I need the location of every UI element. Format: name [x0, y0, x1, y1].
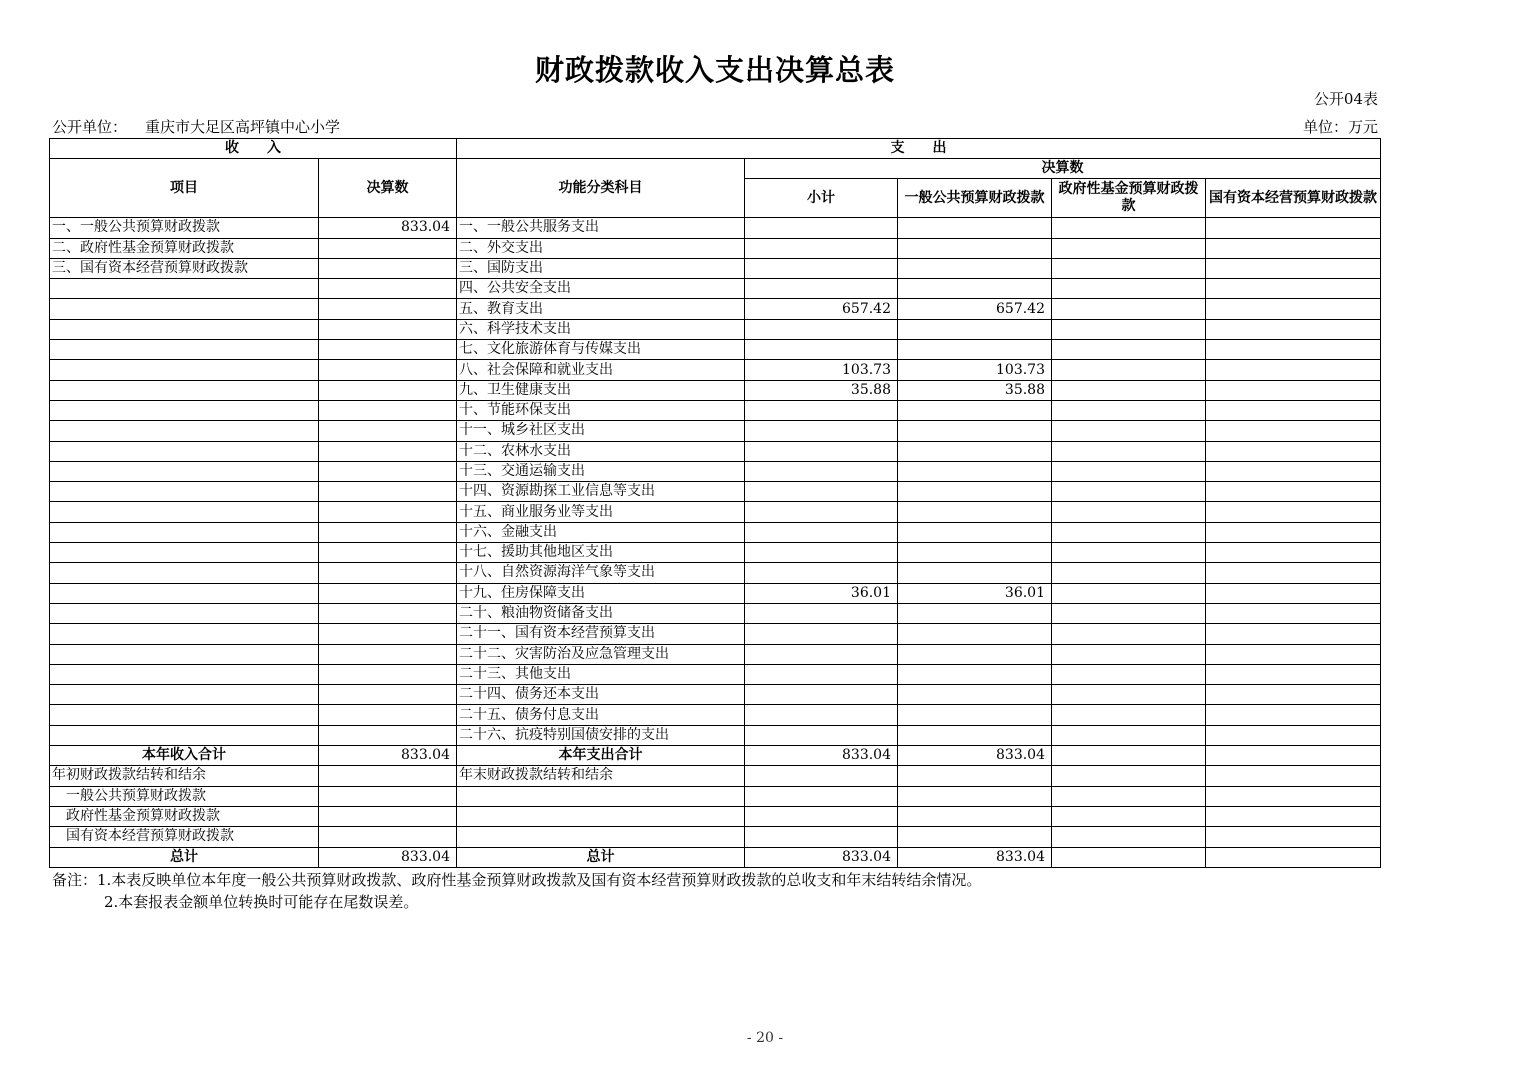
income-item-cell: 一般公共预算财政拨款: [50, 786, 319, 806]
general-budget-cell: [898, 563, 1052, 583]
expense-item-cell: 十四、资源勘探工业信息等支出: [457, 482, 745, 502]
table-row: [50, 279, 1381, 299]
subtotal-cell: [745, 319, 898, 339]
gov-fund-cell: [1052, 603, 1206, 623]
income-amount-cell: 833.04: [319, 218, 457, 238]
state-capital-cell: [1206, 461, 1381, 481]
expense-item-cell: 七、文化旅游体育与传媒支出: [457, 340, 745, 360]
table-row: [50, 482, 1381, 502]
carryover-row: [50, 766, 1381, 786]
income-item-cell: [50, 522, 319, 542]
general-budget-cell: [898, 664, 1052, 684]
table-row: [50, 624, 1381, 644]
income-item-cell: [50, 583, 319, 603]
subtotal-cell: [745, 482, 898, 502]
income-item-cell: [50, 624, 319, 644]
subtotal-cell: 833.04: [745, 746, 898, 766]
state-capital-cell: [1206, 786, 1381, 806]
general-budget-cell: [898, 421, 1052, 441]
expense-item-cell: 二十五、债务付息支出: [457, 705, 745, 725]
state-capital-header: 国有资本经营预算财政拨款: [1206, 179, 1381, 218]
income-amount-cell: [319, 766, 457, 786]
gov-fund-cell: [1052, 502, 1206, 522]
state-capital-cell: [1206, 725, 1381, 745]
gov-fund-cell: [1052, 441, 1206, 461]
income-amount-cell: [319, 644, 457, 664]
income-amount-cell: [319, 522, 457, 542]
income-amount-cell: [319, 827, 457, 847]
income-item-cell: [50, 664, 319, 684]
income-amount-cell: [319, 258, 457, 278]
general-budget-cell: [898, 461, 1052, 481]
state-capital-cell: [1206, 319, 1381, 339]
gov-fund-cell: [1052, 299, 1206, 319]
state-capital-cell: [1206, 380, 1381, 400]
subtotal-cell: [745, 806, 898, 826]
table-row: [50, 603, 1381, 623]
org-name: 重庆市大足区高坪镇中心小学: [145, 118, 341, 136]
table-row: [50, 319, 1381, 339]
gov-fund-cell: [1052, 847, 1206, 867]
subtotal-cell: 657.42: [745, 299, 898, 319]
income-item-cell: 一、一般公共预算财政拨款: [50, 218, 319, 238]
table-row: [50, 563, 1381, 583]
general-budget-cell: [898, 624, 1052, 644]
income-item-cell: [50, 400, 319, 420]
subtotal-cell: 36.01: [745, 583, 898, 603]
carryover-row: [50, 827, 1381, 847]
table-row: [50, 340, 1381, 360]
subtotal-cell: 35.88: [745, 380, 898, 400]
table-row: [50, 522, 1381, 542]
general-budget-cell: 833.04: [898, 847, 1052, 867]
state-capital-cell: [1206, 421, 1381, 441]
state-capital-cell: [1206, 563, 1381, 583]
gov-fund-cell: [1052, 279, 1206, 299]
subtotal-cell: [745, 725, 898, 745]
income-amount-cell: [319, 319, 457, 339]
gov-fund-header: 政府性基金预算财政拨款: [1052, 179, 1206, 218]
table-row: [50, 543, 1381, 563]
general-budget-cell: [898, 603, 1052, 623]
state-capital-cell: [1206, 806, 1381, 826]
table-row: [50, 502, 1381, 522]
subtotal-header: 小计: [745, 179, 898, 218]
general-budget-cell: [898, 400, 1052, 420]
income-item-cell: [50, 644, 319, 664]
state-capital-cell: [1206, 441, 1381, 461]
income-amount-cell: 833.04: [319, 746, 457, 766]
income-amount-cell: [319, 583, 457, 603]
note-2: 2.本套报表金额单位转换时可能存在尾数误差。: [104, 893, 419, 911]
expense-item-cell: 十五、商业服务业等支出: [457, 502, 745, 522]
income-amount-cell: [319, 725, 457, 745]
gov-fund-cell: [1052, 238, 1206, 258]
general-budget-cell: 36.01: [898, 583, 1052, 603]
gov-fund-cell: [1052, 705, 1206, 725]
expense-item-cell: 二、外交支出: [457, 238, 745, 258]
expense-item-cell: 十八、自然资源海洋气象等支出: [457, 563, 745, 583]
income-amount-cell: [319, 238, 457, 258]
expense-header: 支 出: [457, 139, 1381, 159]
general-budget-cell: [898, 705, 1052, 725]
expense-item-cell: 十七、援助其他地区支出: [457, 543, 745, 563]
income-item-cell: 本年收入合计: [50, 746, 319, 766]
gov-fund-cell: [1052, 685, 1206, 705]
state-capital-cell: [1206, 847, 1381, 867]
income-item-cell: [50, 421, 319, 441]
notes: [52, 869, 981, 913]
gov-fund-cell: [1052, 421, 1206, 441]
note-1: 备注：1.本表反映单位本年度一般公共预算财政拨款、政府性基金预算财政拨款及国有资本经营预算财政拨款的总收支和年末结转结余情况。: [52, 871, 982, 889]
general-budget-cell: [898, 441, 1052, 461]
income-item-cell: 三、国有资本经营预算财政拨款: [50, 258, 319, 278]
income-amount-cell: [319, 543, 457, 563]
subtotal-cell: [745, 624, 898, 644]
table-row: [50, 238, 1381, 258]
income-item-cell: [50, 299, 319, 319]
income-item-cell: [50, 705, 319, 725]
state-capital-cell: [1206, 279, 1381, 299]
table-row: [50, 441, 1381, 461]
table-row: [50, 685, 1381, 705]
general-budget-cell: [898, 543, 1052, 563]
table-row: [50, 664, 1381, 684]
gov-fund-cell: [1052, 258, 1206, 278]
gov-fund-cell: [1052, 340, 1206, 360]
general-budget-cell: [898, 238, 1052, 258]
income-amount-cell: [319, 603, 457, 623]
state-capital-cell: [1206, 400, 1381, 420]
income-amount-cell: [319, 279, 457, 299]
income-amount-cell: [319, 786, 457, 806]
income-item-cell: [50, 340, 319, 360]
gov-fund-cell: [1052, 827, 1206, 847]
gov-fund-cell: [1052, 725, 1206, 745]
income-item-cell: [50, 461, 319, 481]
function-subject-header: 功能分类科目: [457, 159, 745, 218]
income-item-cell: 二、政府性基金预算财政拨款: [50, 238, 319, 258]
state-capital-cell: [1206, 218, 1381, 238]
income-amount-cell: [319, 461, 457, 481]
subtotal-cell: [745, 502, 898, 522]
general-budget-cell: [898, 685, 1052, 705]
state-capital-cell: [1206, 258, 1381, 278]
income-item-cell: [50, 725, 319, 745]
state-capital-cell: [1206, 746, 1381, 766]
expense-item-cell: 二十二、灾害防治及应急管理支出: [457, 644, 745, 664]
table-row: [50, 258, 1381, 278]
general-budget-cell: [898, 319, 1052, 339]
income-item-cell: 年初财政拨款结转和结余: [50, 766, 319, 786]
expense-item-cell: [457, 806, 745, 826]
income-item-cell: [50, 441, 319, 461]
expense-item-cell: 十、节能环保支出: [457, 400, 745, 420]
income-amount-cell: [319, 664, 457, 684]
table-row: [50, 725, 1381, 745]
general-budget-cell: [898, 827, 1052, 847]
subtotal-cell: [745, 258, 898, 278]
income-amount-cell: [319, 400, 457, 420]
subtotal-cell: [745, 279, 898, 299]
subtotal-cell: [745, 543, 898, 563]
general-budget-cell: [898, 522, 1052, 542]
unit-row: [52, 116, 1378, 137]
income-amount-cell: [319, 441, 457, 461]
expense-item-cell: [457, 786, 745, 806]
expense-item-cell: 二十三、其他支出: [457, 664, 745, 684]
general-budget-header: 一般公共预算财政拨款: [898, 179, 1052, 218]
gov-fund-cell: [1052, 664, 1206, 684]
expense-item-cell: 十九、住房保障支出: [457, 583, 745, 603]
gov-fund-cell: [1052, 360, 1206, 380]
income-item-cell: [50, 543, 319, 563]
gov-fund-cell: [1052, 380, 1206, 400]
subtotal-cell: [745, 664, 898, 684]
gov-fund-cell: [1052, 786, 1206, 806]
income-amount-cell: [319, 685, 457, 705]
general-budget-cell: [898, 502, 1052, 522]
income-item-cell: [50, 279, 319, 299]
subtotal-cell: [745, 441, 898, 461]
expense-item-cell: 十一、城乡社区支出: [457, 421, 745, 441]
gov-fund-cell: [1052, 624, 1206, 644]
general-budget-cell: [898, 725, 1052, 745]
subtotal-cell: [745, 400, 898, 420]
subtotal-cell: [745, 786, 898, 806]
income-item-cell: [50, 319, 319, 339]
gov-fund-cell: [1052, 746, 1206, 766]
expense-item-cell: 六、科学技术支出: [457, 319, 745, 339]
expense-item-cell: 一、一般公共服务支出: [457, 218, 745, 238]
table-row: [50, 360, 1381, 380]
general-budget-cell: [898, 806, 1052, 826]
income-amount-cell: [319, 340, 457, 360]
table-row: [50, 644, 1381, 664]
year-total-row: [50, 746, 1381, 766]
general-budget-cell: 103.73: [898, 360, 1052, 380]
income-item-cell: [50, 685, 319, 705]
expense-item-cell: 二十六、抗疫特别国债安排的支出: [457, 725, 745, 745]
income-amount-cell: 833.04: [319, 847, 457, 867]
state-capital-cell: [1206, 543, 1381, 563]
subtotal-cell: [745, 218, 898, 238]
subtotal-cell: [745, 766, 898, 786]
general-budget-cell: [898, 279, 1052, 299]
expense-item-cell: 十六、金融支出: [457, 522, 745, 542]
table-row: [50, 299, 1381, 319]
gov-fund-cell: [1052, 482, 1206, 502]
page-title: 财政拨款收入支出决算总表: [534, 53, 895, 87]
income-item-cell: [50, 360, 319, 380]
gov-fund-cell: [1052, 400, 1206, 420]
table-row: [50, 583, 1381, 603]
expense-item-cell: 二十、粮油物资储备支出: [457, 603, 745, 623]
form-number: 公开04表: [1313, 90, 1378, 108]
subtotal-cell: [745, 685, 898, 705]
gov-fund-cell: [1052, 644, 1206, 664]
state-capital-cell: [1206, 766, 1381, 786]
subtotal-cell: [745, 603, 898, 623]
income-amount-cell: [319, 563, 457, 583]
expense-item-cell: 十二、农林水支出: [457, 441, 745, 461]
expense-item-cell: 三、国防支出: [457, 258, 745, 278]
general-budget-cell: 35.88: [898, 380, 1052, 400]
income-amount-cell: [319, 502, 457, 522]
general-budget-cell: 833.04: [898, 746, 1052, 766]
state-capital-cell: [1206, 482, 1381, 502]
gov-fund-cell: [1052, 319, 1206, 339]
table-row: [50, 705, 1381, 725]
income-amount-cell: [319, 299, 457, 319]
state-capital-cell: [1206, 644, 1381, 664]
general-budget-cell: [898, 258, 1052, 278]
income-item-cell: 总计: [50, 847, 319, 867]
expense-item-cell: [457, 827, 745, 847]
org-label: 公开单位：: [52, 118, 128, 136]
income-item-cell: [50, 563, 319, 583]
income-amount-cell: [319, 380, 457, 400]
gov-fund-cell: [1052, 461, 1206, 481]
income-amount-cell: [319, 360, 457, 380]
amount-group-header: 决算数: [745, 159, 1381, 179]
general-budget-cell: [898, 644, 1052, 664]
state-capital-cell: [1206, 827, 1381, 847]
subtotal-cell: [745, 238, 898, 258]
income-item-cell: [50, 502, 319, 522]
general-budget-cell: [898, 340, 1052, 360]
income-item-cell: 政府性基金预算财政拨款: [50, 806, 319, 826]
table-row: [50, 380, 1381, 400]
state-capital-cell: [1206, 705, 1381, 725]
item-header: 项目: [50, 159, 319, 218]
income-amount-cell: [319, 705, 457, 725]
general-budget-cell: [898, 482, 1052, 502]
gov-fund-cell: [1052, 766, 1206, 786]
subtotal-cell: [745, 563, 898, 583]
income-item-cell: [50, 482, 319, 502]
subtotal-cell: 833.04: [745, 847, 898, 867]
gov-fund-cell: [1052, 543, 1206, 563]
table-row: [50, 218, 1381, 238]
grand-total-row: [50, 847, 1381, 867]
income-amount-cell: [319, 421, 457, 441]
table-row: [50, 421, 1381, 441]
state-capital-cell: [1206, 238, 1381, 258]
carryover-row: [50, 786, 1381, 806]
state-capital-cell: [1206, 340, 1381, 360]
subtotal-cell: [745, 827, 898, 847]
expense-item-cell: 四、公共安全支出: [457, 279, 745, 299]
table-row: [50, 461, 1381, 481]
state-capital-cell: [1206, 664, 1381, 684]
state-capital-cell: [1206, 603, 1381, 623]
subtotal-cell: [745, 522, 898, 542]
subtotal-cell: [745, 644, 898, 664]
state-capital-cell: [1206, 299, 1381, 319]
income-item-cell: 国有资本经营预算财政拨款: [50, 827, 319, 847]
carryover-row: [50, 806, 1381, 826]
subtotal-cell: [745, 340, 898, 360]
general-budget-cell: 657.42: [898, 299, 1052, 319]
general-budget-cell: [898, 786, 1052, 806]
income-amount-cell: [319, 482, 457, 502]
income-amount-cell: [319, 624, 457, 644]
state-capital-cell: [1206, 502, 1381, 522]
expense-item-cell: 本年支出合计: [457, 746, 745, 766]
income-item-cell: [50, 380, 319, 400]
state-capital-cell: [1206, 685, 1381, 705]
general-budget-cell: [898, 218, 1052, 238]
currency-unit: 单位：万元: [1302, 118, 1378, 136]
subtotal-cell: [745, 461, 898, 481]
gov-fund-cell: [1052, 563, 1206, 583]
fiscal-summary-table: [49, 138, 1381, 868]
state-capital-cell: [1206, 360, 1381, 380]
expense-item-cell: 总计: [457, 847, 745, 867]
subtotal-cell: 103.73: [745, 360, 898, 380]
income-header: 收 入: [50, 139, 457, 159]
subtotal-cell: [745, 705, 898, 725]
page-number: - 20 -: [746, 1030, 784, 1046]
gov-fund-cell: [1052, 522, 1206, 542]
gov-fund-cell: [1052, 806, 1206, 826]
expense-item-cell: 二十四、债务还本支出: [457, 685, 745, 705]
subtotal-cell: [745, 421, 898, 441]
expense-item-cell: 五、教育支出: [457, 299, 745, 319]
state-capital-cell: [1206, 624, 1381, 644]
state-capital-cell: [1206, 583, 1381, 603]
state-capital-cell: [1206, 522, 1381, 542]
expense-item-cell: 九、卫生健康支出: [457, 380, 745, 400]
amount-header: 决算数: [319, 159, 457, 218]
table-row: [50, 400, 1381, 420]
gov-fund-cell: [1052, 218, 1206, 238]
expense-item-cell: 二十一、国有资本经营预算支出: [457, 624, 745, 644]
gov-fund-cell: [1052, 583, 1206, 603]
expense-item-cell: 年末财政拨款结转和结余: [457, 766, 745, 786]
income-amount-cell: [319, 806, 457, 826]
general-budget-cell: [898, 766, 1052, 786]
expense-item-cell: 十三、交通运输支出: [457, 461, 745, 481]
organization: [52, 116, 340, 137]
income-item-cell: [50, 603, 319, 623]
expense-item-cell: 八、社会保障和就业支出: [457, 360, 745, 380]
